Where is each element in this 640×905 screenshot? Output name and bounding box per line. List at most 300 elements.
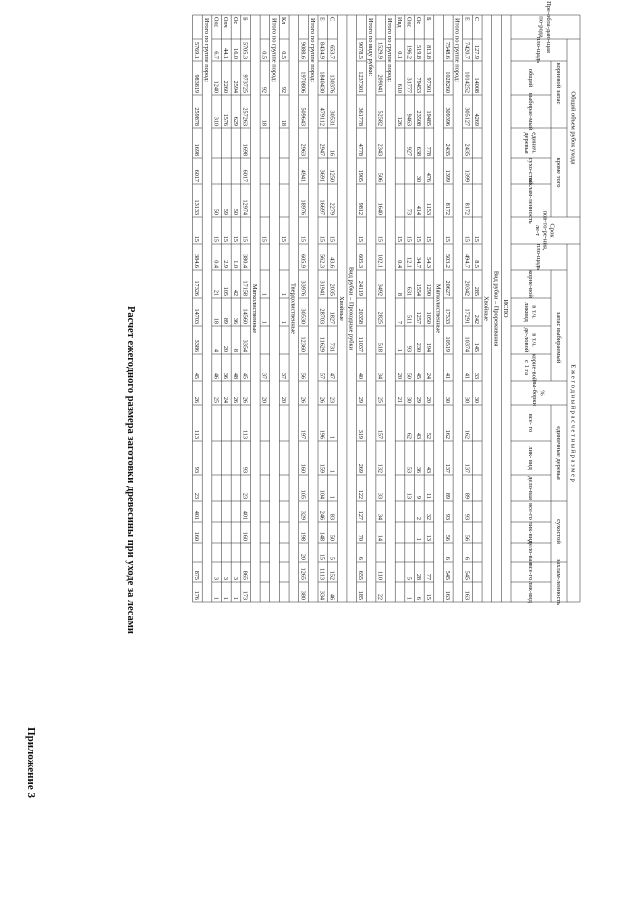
value-cell: 15: [318, 235, 326, 242]
value-cell: 162: [444, 429, 452, 439]
section-label: Мягколиственные: [251, 283, 259, 334]
value-cell: 43: [424, 466, 432, 473]
value-cell: 927: [405, 146, 413, 156]
value-cell: 43: [415, 432, 423, 439]
value-cell: 26: [231, 396, 239, 403]
value-cell: 26: [318, 396, 326, 403]
value-cell: 12.1: [405, 257, 413, 268]
value-cell: 545: [444, 570, 452, 580]
value-cell: 16: [328, 149, 336, 156]
value-cell: 36: [222, 372, 230, 379]
value-cell: 46: [212, 372, 220, 379]
value-cell: 0.4: [395, 260, 403, 268]
value-cell: 519.8: [415, 45, 423, 59]
document-title: Расчет ежегодного размера заготовки древесины при уходе за лесами: [125, 306, 136, 634]
header-except: кроме того: [554, 157, 562, 188]
header-percent: %вы-борки: [531, 379, 546, 407]
value-cell: 310: [212, 116, 220, 126]
header-dry-standing: сухо-стой: [526, 157, 534, 185]
value-cell: 30: [405, 396, 413, 403]
value-cell: 414: [415, 205, 423, 215]
value-cell: 15: [318, 553, 326, 560]
value-cell: 152: [328, 570, 336, 580]
value-cell: 127.9: [473, 45, 480, 59]
value-cell: 89: [463, 492, 471, 499]
value-cell: 1: [280, 320, 287, 324]
value-cell: 44.1: [222, 48, 230, 59]
value-cell: 29: [357, 396, 365, 403]
species-cell: Е: [463, 17, 471, 21]
value-cell: 15: [328, 235, 336, 242]
value-cell: 3386: [193, 339, 201, 352]
value-cell: 46: [328, 593, 336, 600]
value-cell: 4941: [299, 169, 307, 182]
value-cell: 17291: [463, 308, 471, 324]
value-cell: 13: [424, 534, 432, 541]
value-cell: 32: [424, 513, 432, 520]
value-cell: 518: [376, 342, 384, 352]
value-cell: 21: [395, 396, 403, 403]
value-cell: 305127: [463, 107, 471, 126]
group-total-label: Итого по виду рубки:: [366, 18, 374, 77]
value-cell: 11629: [318, 336, 326, 352]
value-cell: 1: [260, 320, 268, 324]
value-cell: 1257: [415, 311, 423, 324]
value-cell: 2: [415, 516, 423, 520]
value-cell: 23: [193, 492, 201, 499]
value-cell: 5769.1: [193, 41, 201, 59]
value-cell: 42: [231, 289, 239, 296]
value-cell: 26: [193, 396, 201, 403]
value-cell: 562.3: [318, 254, 326, 268]
header-litter-liquid: лик-вид: [526, 581, 534, 603]
value-cell: 983819: [193, 74, 201, 93]
value-cell: 48: [231, 372, 239, 379]
header-stock-selected: запас выбираемый: [554, 311, 562, 364]
value-cell: 401: [241, 510, 249, 520]
value-cell: 4778: [357, 143, 365, 156]
value-cell: 605.3: [357, 254, 365, 268]
value-cell: 97301: [424, 77, 432, 93]
value-cell: 1237301: [357, 71, 365, 93]
species-cell: Ивд: [395, 17, 403, 28]
value-cell: 197: [299, 429, 307, 439]
value-cell: 9812: [357, 202, 365, 215]
value-cell: 8434.9: [318, 41, 326, 59]
group-total-label: Итого по группе пород:: [386, 18, 394, 83]
value-cell: 1640: [376, 202, 384, 215]
value-cell: 1113: [318, 568, 326, 580]
value-cell: 26: [299, 396, 307, 403]
header-total-volume: Общий объем рубок ухода: [569, 91, 577, 165]
value-cell: 731: [328, 342, 336, 352]
value-cell: 43.6: [328, 257, 336, 268]
value-cell: 9088.6: [299, 41, 307, 59]
value-cell: 126: [395, 116, 403, 126]
value-cell: 11037: [357, 336, 365, 352]
value-cell: 15: [415, 235, 423, 242]
value-cell: 2435: [444, 143, 452, 156]
header-single-block: единичные деревья: [554, 426, 562, 480]
value-cell: 50: [328, 534, 336, 541]
value-cell: 4: [212, 348, 220, 352]
value-cell: 8: [395, 292, 403, 296]
value-cell: 1576: [222, 113, 230, 126]
group-total-label: Итого по группе пород:: [308, 18, 316, 83]
value-cell: 31777: [405, 77, 413, 93]
value-cell: 15: [357, 235, 365, 242]
value-cell: 2.9: [222, 260, 230, 268]
value-cell: 20627: [444, 280, 452, 296]
header-dry-block: сухостой: [554, 519, 562, 544]
section-label: Вид рубки – Прореживания: [492, 270, 500, 347]
value-cell: 15: [395, 235, 403, 242]
value-cell: 2594: [231, 80, 239, 93]
value-cell: 1: [280, 292, 287, 296]
value-cell: 3691: [318, 169, 326, 182]
value-cell: 104: [318, 489, 326, 499]
value-cell: 2035: [328, 283, 336, 296]
header-dry-business: дело-вая: [526, 540, 534, 565]
value-cell: 3354: [241, 339, 249, 352]
value-cell: 1840430: [318, 71, 326, 93]
header-business: в т.ч.де-ловой: [523, 327, 538, 353]
value-cell: 41: [463, 372, 471, 379]
value-cell: 15: [193, 235, 201, 242]
value-cell: 18: [212, 317, 220, 324]
value-cell: 185: [357, 590, 365, 600]
value-cell: 655: [357, 570, 365, 580]
value-cell: 15: [212, 235, 220, 242]
group-total-label: Итого по группе пород:: [202, 18, 210, 83]
value-cell: 401: [193, 510, 201, 520]
header-root-stock: корневой запас: [554, 62, 562, 105]
value-cell: 1028260: [444, 71, 452, 93]
value-cell: 33: [473, 372, 480, 379]
value-cell: 11: [424, 493, 432, 499]
value-cell: 56: [463, 534, 471, 541]
value-cell: 1827: [328, 311, 336, 324]
value-cell: 4269: [473, 113, 480, 126]
value-cell: 2963: [299, 143, 307, 156]
value-cell: 23: [328, 396, 336, 403]
value-cell: 15: [222, 235, 230, 242]
value-cell: 3: [231, 576, 239, 580]
value-cell: 145: [473, 342, 480, 352]
value-cell: 45: [241, 372, 249, 379]
header-single-total: все- го: [526, 413, 534, 433]
value-cell: 24119: [357, 280, 365, 296]
value-cell: 137: [444, 463, 452, 473]
value-cell: 5705.3: [241, 41, 249, 59]
header-area: пло-щадь: [534, 36, 542, 64]
value-cell: 15: [280, 235, 287, 242]
value-cell: 26: [241, 396, 249, 403]
value-cell: 45: [193, 372, 201, 379]
value-cell: 1153: [424, 202, 432, 215]
value-cell: 1698: [241, 143, 249, 156]
section-label: ИСПО: [501, 299, 509, 318]
value-cell: 2260: [222, 80, 230, 93]
value-cell: 16697: [318, 199, 326, 215]
value-cell: 31941: [318, 280, 326, 296]
value-cell: 1240: [212, 80, 220, 93]
appendix-label: Приложение 3: [25, 727, 37, 798]
value-cell: 24: [424, 372, 432, 379]
value-cell: 1399: [463, 169, 471, 182]
value-cell: 21: [212, 289, 220, 296]
value-cell: 10519: [444, 336, 452, 352]
value-cell: 34.7: [415, 257, 423, 268]
value-cell: 209041: [376, 74, 384, 93]
value-cell: 16.0: [231, 48, 239, 59]
value-cell: 1529.9: [376, 41, 384, 59]
header-stock-root: корне-вой: [526, 270, 534, 298]
value-cell: 1: [260, 292, 268, 296]
value-cell: 7420.7: [463, 41, 471, 59]
value-cell: 631: [405, 286, 413, 296]
value-cell: 18: [260, 119, 268, 126]
value-cell: 20: [280, 396, 287, 403]
value-cell: 7548.6: [444, 41, 452, 59]
section-label: Вид рубки – Проходные рубки: [347, 266, 355, 351]
header-single-trees: единич.деревья: [523, 132, 538, 154]
value-cell: 3: [222, 576, 230, 580]
species-cell: Олс: [405, 17, 413, 28]
value-cell: 9463: [405, 113, 413, 126]
value-cell: 62: [405, 432, 413, 439]
value-cell: 3: [212, 576, 220, 580]
value-cell: 24: [222, 396, 230, 403]
value-cell: 33: [376, 492, 384, 499]
value-cell: 8: [231, 348, 239, 352]
value-cell: 6: [357, 556, 365, 560]
value-cell: 309396: [444, 107, 452, 126]
value-cell: 160: [241, 531, 249, 541]
value-cell: 1014252: [463, 71, 471, 93]
value-cell: 494.7: [463, 254, 471, 268]
value-cell: 92: [260, 86, 268, 93]
value-cell: 15: [444, 235, 452, 242]
value-cell: 6017: [193, 169, 201, 182]
value-cell: 50: [405, 372, 413, 379]
value-cell: 15: [405, 235, 413, 242]
value-cell: 89: [222, 317, 230, 324]
header-species: Пре-обла-даю-щаяпо-рода: [537, 1, 552, 53]
value-cell: 20: [424, 396, 432, 403]
value-cell: 8172: [463, 202, 471, 215]
value-cell: 8172: [444, 202, 452, 215]
value-cell: 1: [222, 596, 230, 600]
value-cell: 20: [299, 553, 307, 560]
value-cell: 127: [357, 510, 365, 520]
value-cell: 384.6: [193, 254, 201, 268]
value-cell: 506: [376, 172, 384, 182]
value-cell: 503.2: [444, 254, 452, 268]
header-area-annual: пло-щадь: [534, 243, 542, 271]
value-cell: 160: [193, 531, 201, 541]
value-cell: 137: [463, 463, 471, 473]
value-cell: 5: [328, 556, 336, 560]
value-cell: 56: [299, 372, 307, 379]
value-cell: 259878: [193, 107, 201, 126]
value-cell: 2947: [318, 143, 326, 156]
value-cell: 545: [463, 570, 471, 580]
value-cell: 160: [299, 463, 307, 473]
value-cell: 40: [357, 372, 365, 379]
header-annual-size: Е ж е г о д н ы й р а с ч е т н ы й р а з м е р: [569, 364, 577, 482]
value-cell: 1290: [424, 283, 432, 296]
value-cell: 1399: [444, 169, 452, 182]
value-cell: 59: [222, 208, 230, 215]
value-cell: 0.1: [395, 51, 403, 59]
value-cell: 1: [405, 596, 413, 600]
value-cell: 865: [241, 570, 249, 580]
value-cell: 0.5: [280, 51, 287, 59]
value-cell: 93: [405, 345, 413, 352]
value-cell: 15: [260, 235, 268, 242]
value-cell: 6017: [241, 169, 249, 182]
value-cell: 285: [473, 286, 480, 296]
value-cell: 30530: [299, 308, 307, 324]
section-label: Твердолиственные: [289, 283, 297, 334]
value-cell: 1554: [415, 283, 423, 296]
header-litter-total: все-го: [526, 563, 534, 581]
value-cell: 230: [415, 342, 423, 352]
header-litter-block: захлам-ленность: [554, 558, 562, 606]
value-cell: 778: [424, 146, 432, 156]
value-cell: 257263: [241, 107, 249, 126]
value-cell: 1250: [328, 169, 336, 182]
value-cell: 10374: [463, 336, 471, 352]
value-cell: 92: [280, 86, 287, 93]
value-cell: 14008: [473, 77, 480, 93]
species-cell: Е: [318, 17, 326, 21]
value-cell: 196: [318, 429, 326, 439]
value-cell: 41: [444, 372, 452, 379]
value-cell: 1: [328, 435, 336, 439]
value-cell: 5: [405, 576, 413, 580]
value-cell: 1050: [424, 311, 432, 324]
value-cell: 9078.5: [357, 41, 365, 59]
value-cell: 1970806: [299, 71, 307, 93]
value-cell: 25: [212, 396, 220, 403]
value-cell: 1: [415, 537, 423, 541]
value-cell: 173: [241, 590, 249, 600]
value-cell: 56: [444, 534, 452, 541]
value-cell: 37: [280, 372, 287, 379]
section-label: Хвойные: [482, 296, 490, 321]
value-cell: 14703: [193, 308, 201, 324]
value-cell: 93: [463, 513, 471, 520]
header-litter: захлам-ленность: [526, 177, 534, 224]
group-total-label: Итого по группе пород:: [270, 18, 278, 83]
value-cell: 37: [260, 372, 268, 379]
value-cell: 18976: [299, 199, 307, 215]
value-cell: 813.8: [424, 45, 432, 59]
value-cell: 52582: [376, 110, 384, 126]
header-liquid: в т.ч.ликвид: [523, 302, 538, 322]
value-cell: 157: [376, 429, 384, 439]
value-cell: 70: [357, 534, 365, 541]
value-cell: 50: [231, 208, 239, 215]
value-cell: 2435: [463, 143, 471, 156]
value-cell: 83: [328, 513, 336, 520]
value-cell: 57: [318, 372, 326, 379]
value-cell: 610: [395, 83, 403, 93]
value-cell: 36: [415, 466, 423, 473]
value-cell: 380: [299, 590, 307, 600]
species-cell: Ос: [415, 17, 423, 25]
value-cell: 20342: [463, 280, 471, 296]
value-cell: 6: [415, 596, 423, 600]
value-cell: 605.9: [299, 254, 307, 268]
value-cell: 45: [415, 372, 423, 379]
value-cell: 1: [328, 469, 336, 473]
value-cell: 122: [357, 489, 365, 499]
value-cell: 47: [328, 372, 336, 379]
value-cell: 6: [444, 556, 452, 560]
value-cell: 15: [473, 235, 480, 242]
value-cell: 17158: [241, 280, 249, 296]
value-cell: 20358: [357, 308, 365, 324]
value-cell: 105: [299, 489, 307, 499]
value-cell: 77: [424, 573, 432, 580]
value-cell: 20: [222, 345, 230, 352]
value-cell: 0.4: [212, 260, 220, 268]
value-cell: 30: [415, 175, 423, 182]
value-cell: 3492: [376, 283, 384, 296]
value-cell: 242: [473, 314, 480, 324]
species-cell: Олс: [212, 17, 220, 28]
value-cell: 30: [463, 396, 471, 403]
value-cell: 12974: [241, 199, 249, 215]
value-cell: 33976: [299, 280, 307, 296]
value-cell: 638: [415, 146, 423, 156]
value-cell: 110: [376, 570, 384, 580]
value-cell: 15: [424, 235, 432, 242]
header-single-business: дело-вая: [526, 476, 534, 500]
value-cell: 14560: [241, 308, 249, 324]
value-cell: 2343: [376, 143, 384, 156]
value-cell: 1905: [357, 169, 365, 182]
header-root-per-ha: корне-войс 1 га: [523, 353, 538, 382]
value-cell: 198: [299, 531, 307, 541]
value-cell: 102.1: [376, 254, 384, 268]
value-cell: 34: [376, 372, 384, 379]
value-cell: 18: [280, 119, 287, 126]
value-cell: 511: [405, 314, 413, 324]
value-cell: 130376: [328, 74, 336, 93]
value-cell: 9: [415, 495, 423, 499]
value-cell: 23: [241, 492, 249, 499]
value-cell: 54.3: [424, 257, 432, 268]
value-cell: 53: [405, 466, 413, 473]
value-cell: 196.2: [405, 45, 413, 59]
species-cell: Б: [241, 17, 249, 21]
value-cell: 28: [415, 573, 423, 580]
value-cell: 28703: [318, 308, 326, 324]
value-cell: 105: [222, 286, 230, 296]
value-cell: 22: [376, 593, 384, 600]
value-cell: 30: [444, 396, 452, 403]
value-cell: 113: [193, 429, 201, 439]
value-cell: 15: [424, 593, 432, 600]
value-cell: 0.5: [260, 51, 268, 59]
header-single-liquid: лик- вид: [526, 446, 534, 470]
value-cell: 1.0: [231, 260, 239, 268]
value-cell: 93: [193, 466, 201, 473]
